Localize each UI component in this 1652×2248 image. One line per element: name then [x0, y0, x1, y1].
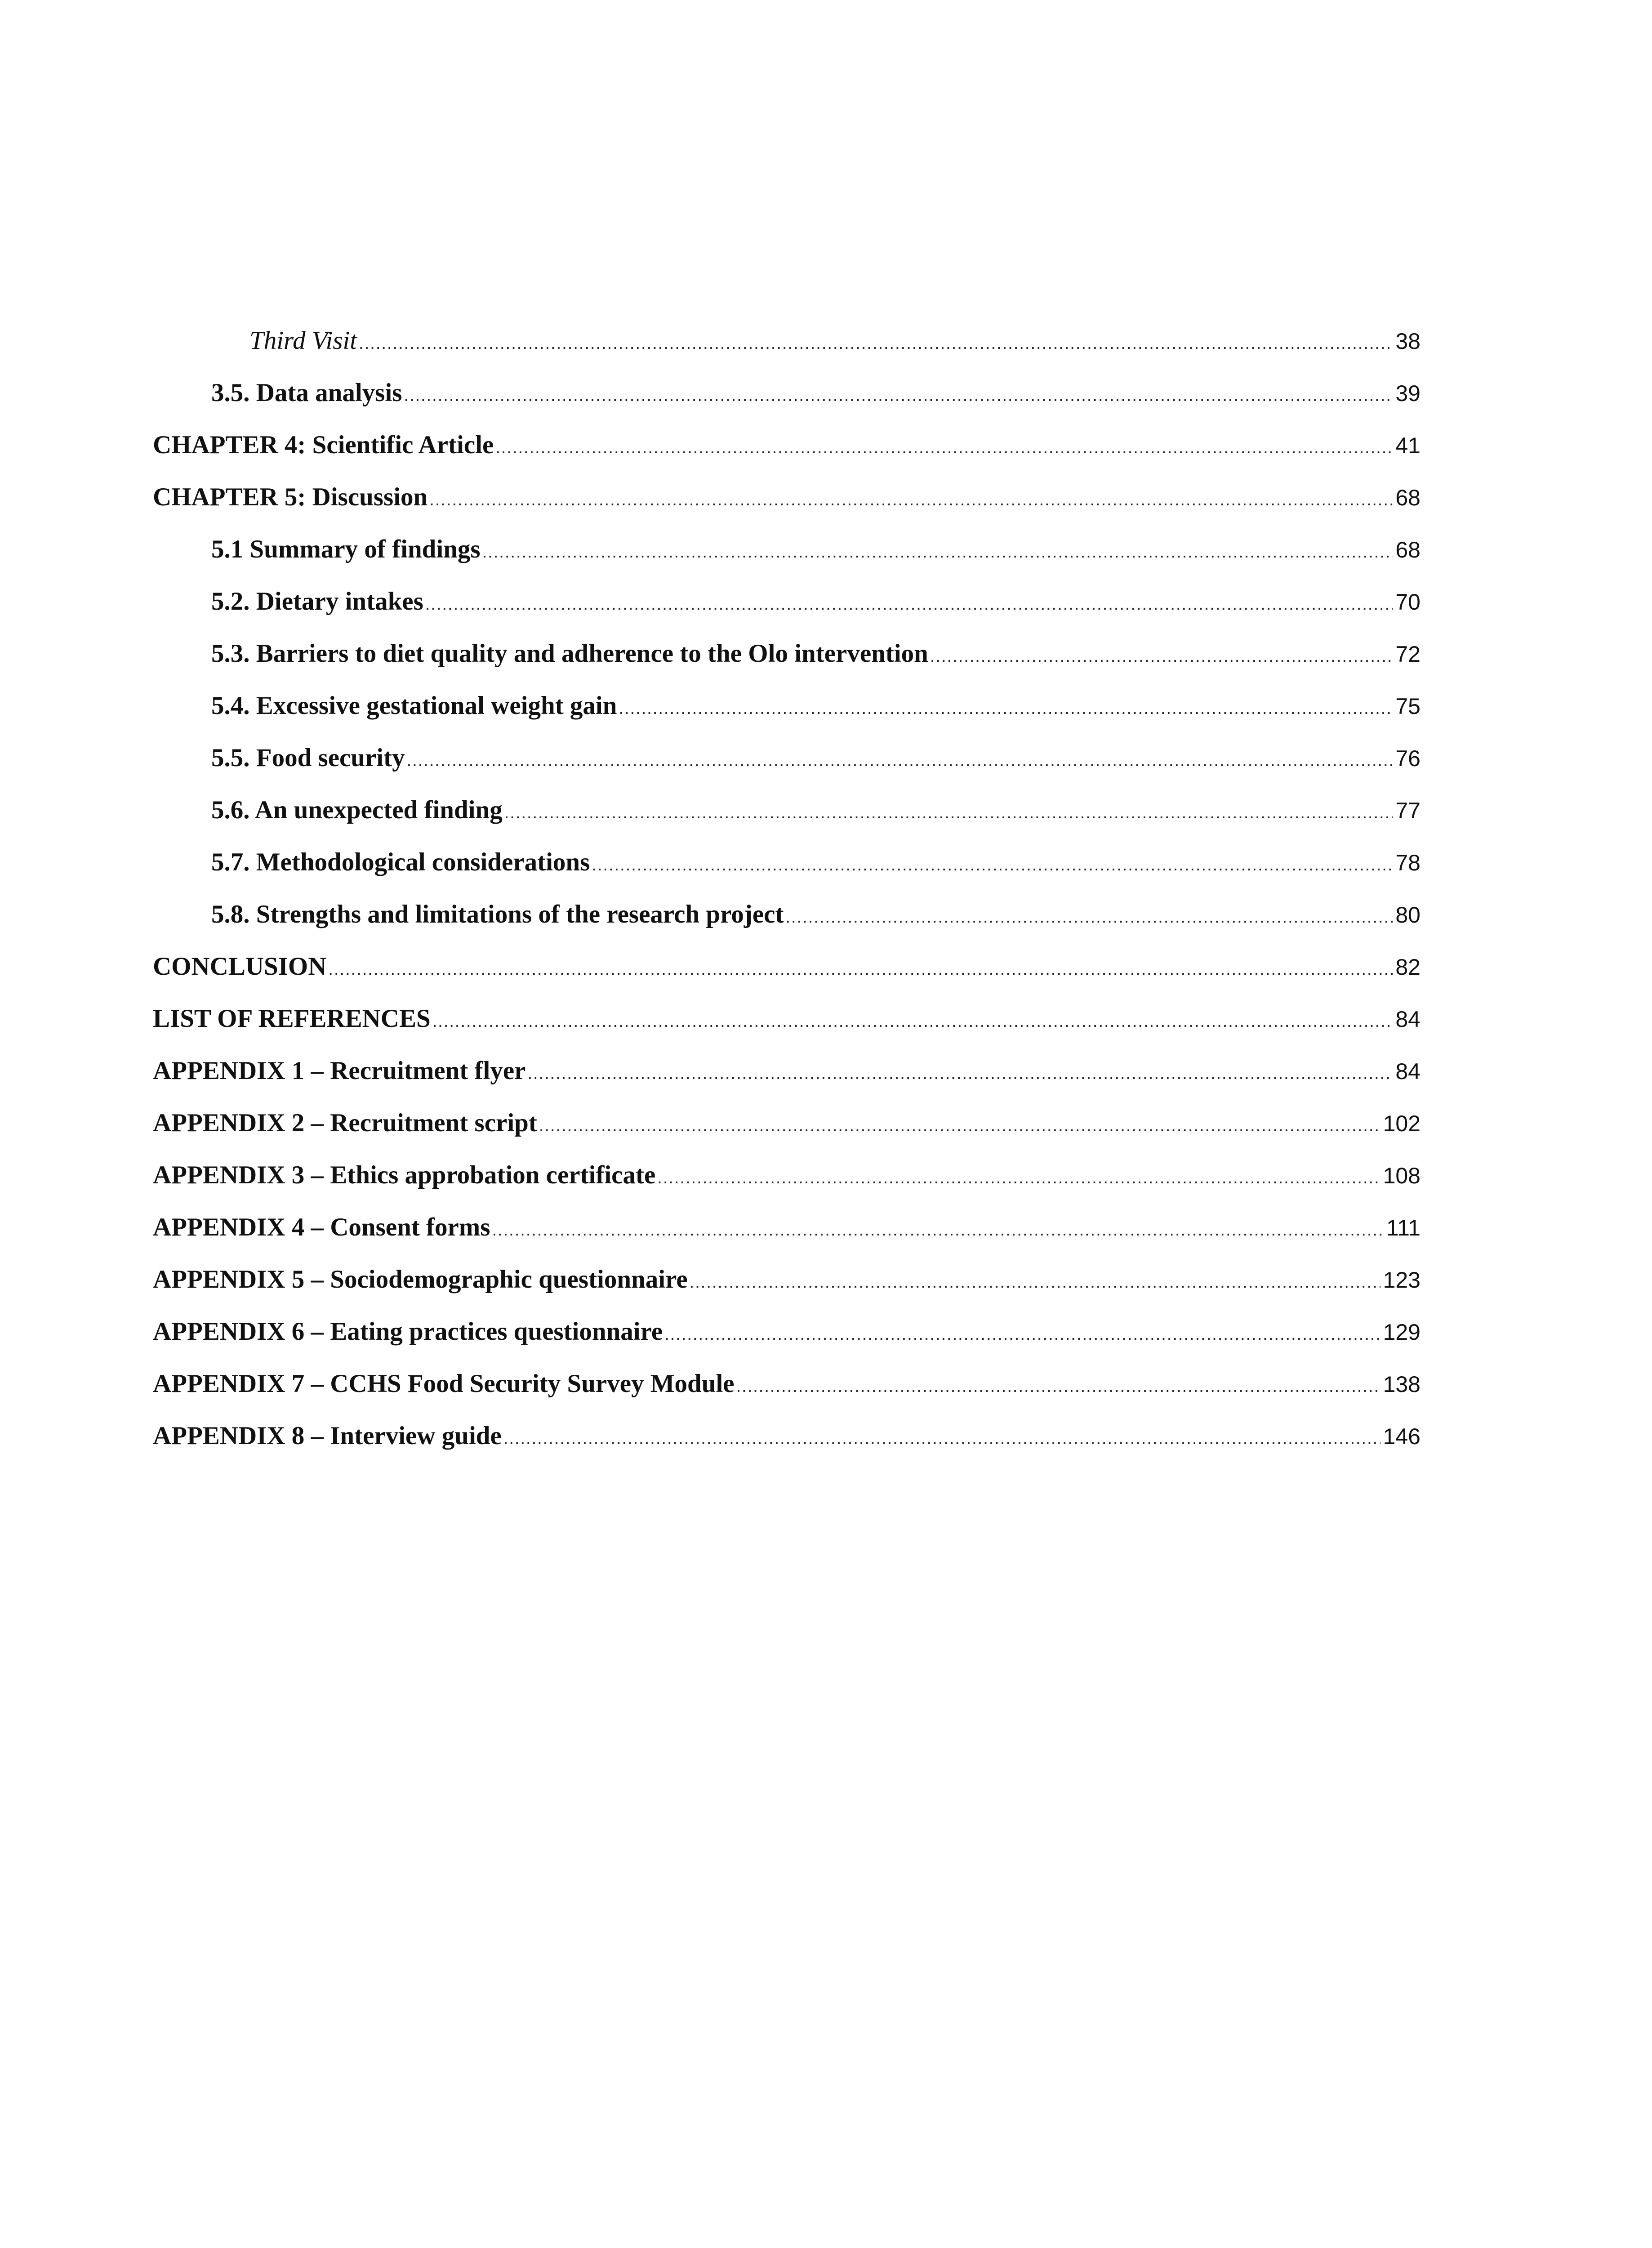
toc-entry-title: CONCLUSION — [153, 952, 327, 981]
toc-dot-leader — [359, 334, 1393, 353]
toc-dot-leader — [432, 1012, 1393, 1031]
toc-dot-leader — [503, 1429, 1380, 1449]
toc-page-number: 72 — [1395, 642, 1420, 667]
toc-entry-appendix-7[interactable] — [153, 1369, 1420, 1421]
toc-entry-gestational-weight-gain[interactable] — [153, 691, 1420, 743]
toc-entry-title: Third Visit — [249, 326, 357, 355]
toc-dot-leader — [495, 438, 1393, 458]
toc-page-number: 41 — [1395, 433, 1420, 458]
toc-page-number: 38 — [1395, 329, 1420, 354]
toc-dot-leader — [482, 543, 1393, 562]
toc-dot-leader — [657, 1169, 1380, 1188]
toc-page-number: 123 — [1383, 1267, 1420, 1293]
toc-dot-leader — [328, 960, 1393, 979]
toc-page-number: 77 — [1395, 798, 1420, 823]
toc-page-number: 70 — [1395, 589, 1420, 615]
toc-page-number: 68 — [1395, 485, 1420, 510]
toc-dot-leader — [404, 386, 1393, 406]
toc-entry-title: APPENDIX 5 – Sociodemographic questionnaire — [153, 1265, 688, 1293]
toc-entry-appendix-6[interactable] — [153, 1317, 1420, 1369]
toc-dot-leader — [527, 1064, 1393, 1084]
toc-page-number: 146 — [1383, 1424, 1420, 1449]
toc-entry-appendix-2[interactable] — [153, 1108, 1420, 1160]
toc-page-number: 84 — [1395, 1007, 1420, 1032]
toc-entry-title: 5.7. Methodological considerations — [211, 848, 590, 876]
toc-page-number: 75 — [1395, 694, 1420, 719]
toc-entry-title: 5.3. Barriers to diet quality and adherence to the Olo intervention — [211, 639, 928, 668]
toc-entry-chapter-4[interactable] — [153, 430, 1420, 482]
toc-dot-leader — [592, 856, 1393, 875]
toc-dot-leader — [504, 803, 1393, 823]
toc-entry-title: 5.8. Strengths and limitations of the research project — [211, 900, 784, 928]
toc-entry-list-of-references[interactable] — [153, 1004, 1420, 1056]
toc-page-number: 129 — [1383, 1320, 1420, 1345]
toc-page-number: 111 — [1386, 1215, 1420, 1240]
toc-dot-leader — [930, 647, 1393, 666]
toc-entry-appendix-1[interactable] — [153, 1056, 1420, 1108]
toc-entry-title: APPENDIX 2 – Recruitment script — [153, 1109, 537, 1137]
toc-page-number: 80 — [1395, 902, 1420, 928]
toc-page-number: 84 — [1395, 1059, 1420, 1084]
toc-entry-title: APPENDIX 1 – Recruitment flyer — [153, 1057, 526, 1085]
toc-entry-appendix-3[interactable] — [153, 1160, 1420, 1213]
toc-entry-third-visit[interactable] — [153, 326, 1420, 378]
toc-entry-chapter-5[interactable] — [153, 482, 1420, 535]
toc-entry-title: CHAPTER 4: Scientific Article — [153, 431, 494, 459]
toc-entry-title: APPENDIX 6 – Eating practices questionnaire — [153, 1317, 663, 1346]
toc-dot-leader — [736, 1377, 1380, 1396]
toc-entry-title: APPENDIX 7 – CCHS Food Security Survey Module — [153, 1369, 735, 1398]
table-of-contents — [153, 326, 1420, 1473]
toc-page-number: 39 — [1395, 381, 1420, 406]
toc-entry-summary-of-findings[interactable] — [153, 535, 1420, 587]
toc-dot-leader — [690, 1273, 1380, 1292]
toc-entry-methodological-considerations[interactable] — [153, 847, 1420, 900]
toc-entry-unexpected-finding[interactable] — [153, 795, 1420, 847]
toc-entry-appendix-8[interactable] — [153, 1421, 1420, 1473]
toc-dot-leader — [785, 908, 1393, 927]
toc-entry-food-security[interactable] — [153, 743, 1420, 795]
toc-entry-title: 5.1 Summary of findings — [211, 535, 481, 563]
toc-entry-title: APPENDIX 3 – Ethics approbation certificate — [153, 1161, 656, 1189]
toc-entry-title: APPENDIX 4 – Consent forms — [153, 1213, 490, 1241]
toc-page-number: 68 — [1395, 537, 1420, 562]
toc-page-number: 82 — [1395, 955, 1420, 980]
toc-entry-title: CHAPTER 5: Discussion — [153, 483, 428, 511]
toc-entry-strengths-limitations[interactable] — [153, 900, 1420, 952]
toc-entry-barriers[interactable] — [153, 639, 1420, 691]
toc-page-number: 138 — [1383, 1372, 1420, 1397]
toc-dot-leader — [619, 699, 1393, 718]
toc-entry-title: 5.5. Food security — [211, 744, 405, 772]
toc-dot-leader — [664, 1325, 1380, 1344]
toc-dot-leader — [429, 491, 1393, 510]
toc-entry-title: 5.2. Dietary intakes — [211, 587, 423, 616]
toc-entry-conclusion[interactable] — [153, 952, 1420, 1004]
toc-entry-title: LIST OF REFERENCES — [153, 1004, 431, 1033]
toc-entry-dietary-intakes[interactable] — [153, 587, 1420, 639]
toc-page-number: 78 — [1395, 850, 1420, 875]
toc-entry-appendix-4[interactable] — [153, 1213, 1420, 1265]
toc-dot-leader — [425, 595, 1393, 614]
toc-page-number: 102 — [1383, 1111, 1420, 1136]
toc-entry-data-analysis[interactable] — [153, 378, 1420, 430]
toc-entry-title: 5.6. An unexpected finding — [211, 796, 503, 824]
toc-entry-title: 5.4. Excessive gestational weight gain — [211, 691, 617, 720]
toc-page-number: 108 — [1383, 1163, 1420, 1188]
toc-entry-title: 3.5. Data analysis — [211, 379, 402, 407]
toc-dot-leader — [539, 1116, 1380, 1136]
toc-dot-leader — [407, 751, 1393, 771]
toc-entry-title: APPENDIX 8 – Interview guide — [153, 1422, 502, 1450]
toc-entry-appendix-5[interactable] — [153, 1265, 1420, 1317]
toc-page-number: 76 — [1395, 746, 1420, 771]
toc-dot-leader — [492, 1221, 1384, 1240]
